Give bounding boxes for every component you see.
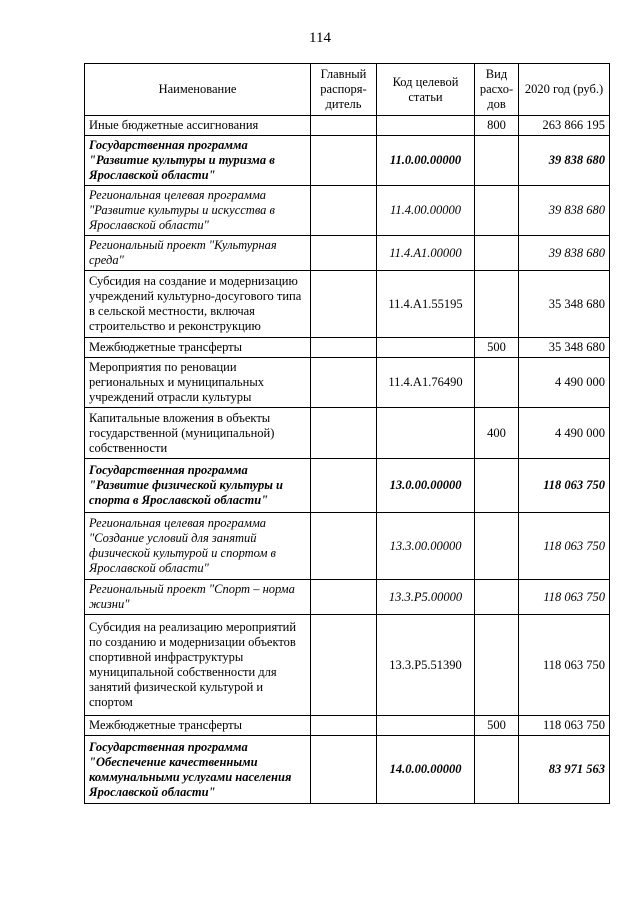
row-code-cell: 13.3.P5.00000 bbox=[377, 580, 475, 615]
row-manager-cell bbox=[311, 408, 377, 459]
row-name-cell: Государственная программа "Развитие культуры и туризма в Ярославской области" bbox=[85, 136, 311, 186]
row-amount-cell: 263 866 195 bbox=[519, 116, 610, 136]
header-code: Код целевой статьи bbox=[377, 64, 475, 116]
row-code-cell: 14.0.00.00000 bbox=[377, 736, 475, 804]
row-name-cell: Межбюджетные трансферты bbox=[85, 716, 311, 736]
row-name-cell: Региональная целевая программа "Развитие культуры и искусства в Ярославской области" bbox=[85, 186, 311, 236]
table-row bbox=[85, 580, 610, 615]
page-number: 114 bbox=[309, 30, 331, 46]
table-body bbox=[85, 116, 610, 804]
row-manager-cell bbox=[311, 580, 377, 615]
row-code-cell: 13.3.00.00000 bbox=[377, 513, 475, 580]
table-row bbox=[85, 716, 610, 736]
row-kind-cell: 500 bbox=[475, 338, 519, 358]
row-kind-cell bbox=[475, 580, 519, 615]
row-name-cell: Капитальные вложения в объекты государственной (муниципальной) собственности bbox=[85, 408, 311, 459]
row-amount-cell: 83 971 563 bbox=[519, 736, 610, 804]
row-code-cell bbox=[377, 408, 475, 459]
row-amount-cell: 4 490 000 bbox=[519, 358, 610, 408]
row-kind-cell bbox=[475, 513, 519, 580]
row-name-cell: Межбюджетные трансферты bbox=[85, 338, 311, 358]
row-amount-cell: 35 348 680 bbox=[519, 271, 610, 338]
row-manager-cell bbox=[311, 236, 377, 271]
row-code-cell: 11.4.00.00000 bbox=[377, 186, 475, 236]
row-manager-cell bbox=[311, 358, 377, 408]
row-kind-cell: 800 bbox=[475, 116, 519, 136]
row-manager-cell bbox=[311, 459, 377, 513]
row-kind-cell: 400 bbox=[475, 408, 519, 459]
row-kind-cell: 500 bbox=[475, 716, 519, 736]
budget-table bbox=[84, 63, 610, 804]
row-name-cell: Региональная целевая программа "Создание условий для занятий физической культурой и спортом в Ярославской области" bbox=[85, 513, 311, 580]
row-manager-cell bbox=[311, 513, 377, 580]
row-kind-cell bbox=[475, 236, 519, 271]
row-code-cell: 13.3.P5.51390 bbox=[377, 615, 475, 716]
table-row bbox=[85, 736, 610, 804]
table-row bbox=[85, 513, 610, 580]
row-amount-cell: 118 063 750 bbox=[519, 459, 610, 513]
row-kind-cell bbox=[475, 459, 519, 513]
row-amount-cell: 118 063 750 bbox=[519, 615, 610, 716]
row-kind-cell bbox=[475, 136, 519, 186]
row-amount-cell: 118 063 750 bbox=[519, 580, 610, 615]
row-kind-cell bbox=[475, 186, 519, 236]
row-amount-cell: 39 838 680 bbox=[519, 236, 610, 271]
row-code-cell: 13.0.00.00000 bbox=[377, 459, 475, 513]
table-row bbox=[85, 136, 610, 186]
row-name-cell: Государственная программа "Развитие физической культуры и спорта в Ярославской области" bbox=[85, 459, 311, 513]
row-manager-cell bbox=[311, 615, 377, 716]
row-manager-cell bbox=[311, 271, 377, 338]
row-name-cell: Региональный проект "Культурная среда" bbox=[85, 236, 311, 271]
row-code-cell bbox=[377, 716, 475, 736]
row-amount-cell: 4 490 000 bbox=[519, 408, 610, 459]
row-name-cell: Субсидия на создание и модернизацию учреждений культурно-досугового типа в сельской местности, включая строительство и реконструкцию bbox=[85, 271, 311, 338]
row-name-cell: Иные бюджетные ассигнования bbox=[85, 116, 311, 136]
row-name-cell: Государственная программа "Обеспечение качественными коммунальными услугами населения Ярославской области" bbox=[85, 736, 311, 804]
table-row bbox=[85, 271, 610, 338]
table-row bbox=[85, 186, 610, 236]
row-kind-cell bbox=[475, 358, 519, 408]
header-kind: Вид расхо-дов bbox=[475, 64, 519, 116]
row-code-cell bbox=[377, 338, 475, 358]
row-code-cell bbox=[377, 116, 475, 136]
table-row bbox=[85, 615, 610, 716]
row-code-cell: 11.0.00.00000 bbox=[377, 136, 475, 186]
row-manager-cell bbox=[311, 186, 377, 236]
row-amount-cell: 118 063 750 bbox=[519, 513, 610, 580]
row-amount-cell: 39 838 680 bbox=[519, 136, 610, 186]
table-header-row bbox=[85, 64, 610, 116]
row-manager-cell bbox=[311, 136, 377, 186]
row-code-cell: 11.4.A1.00000 bbox=[377, 236, 475, 271]
row-name-cell: Региональный проект "Спорт – норма жизни" bbox=[85, 580, 311, 615]
row-amount-cell: 39 838 680 bbox=[519, 186, 610, 236]
table-row bbox=[85, 459, 610, 513]
table-row bbox=[85, 116, 610, 136]
header-amount: 2020 год (руб.) bbox=[519, 64, 610, 116]
row-name-cell: Субсидия на реализацию мероприятий по созданию и модернизации объектов спортивной инфраструктуры муниципальной собственности для занятий физической культурой и спортом bbox=[85, 615, 311, 716]
row-kind-cell bbox=[475, 736, 519, 804]
row-manager-cell bbox=[311, 116, 377, 136]
row-kind-cell bbox=[475, 271, 519, 338]
header-manager: Главный распоря-дитель bbox=[311, 64, 377, 116]
row-kind-cell bbox=[475, 615, 519, 716]
row-manager-cell bbox=[311, 338, 377, 358]
row-code-cell: 11.4.A1.76490 bbox=[377, 358, 475, 408]
row-name-cell: Мероприятия по реновации региональных и муниципальных учреждений отрасли культуры bbox=[85, 358, 311, 408]
header-name: Наименование bbox=[85, 64, 311, 116]
row-amount-cell: 35 348 680 bbox=[519, 338, 610, 358]
table-row bbox=[85, 236, 610, 271]
row-manager-cell bbox=[311, 716, 377, 736]
row-manager-cell bbox=[311, 736, 377, 804]
table-row bbox=[85, 338, 610, 358]
row-code-cell: 11.4.A1.55195 bbox=[377, 271, 475, 338]
table-row bbox=[85, 358, 610, 408]
row-amount-cell: 118 063 750 bbox=[519, 716, 610, 736]
table-row bbox=[85, 408, 610, 459]
